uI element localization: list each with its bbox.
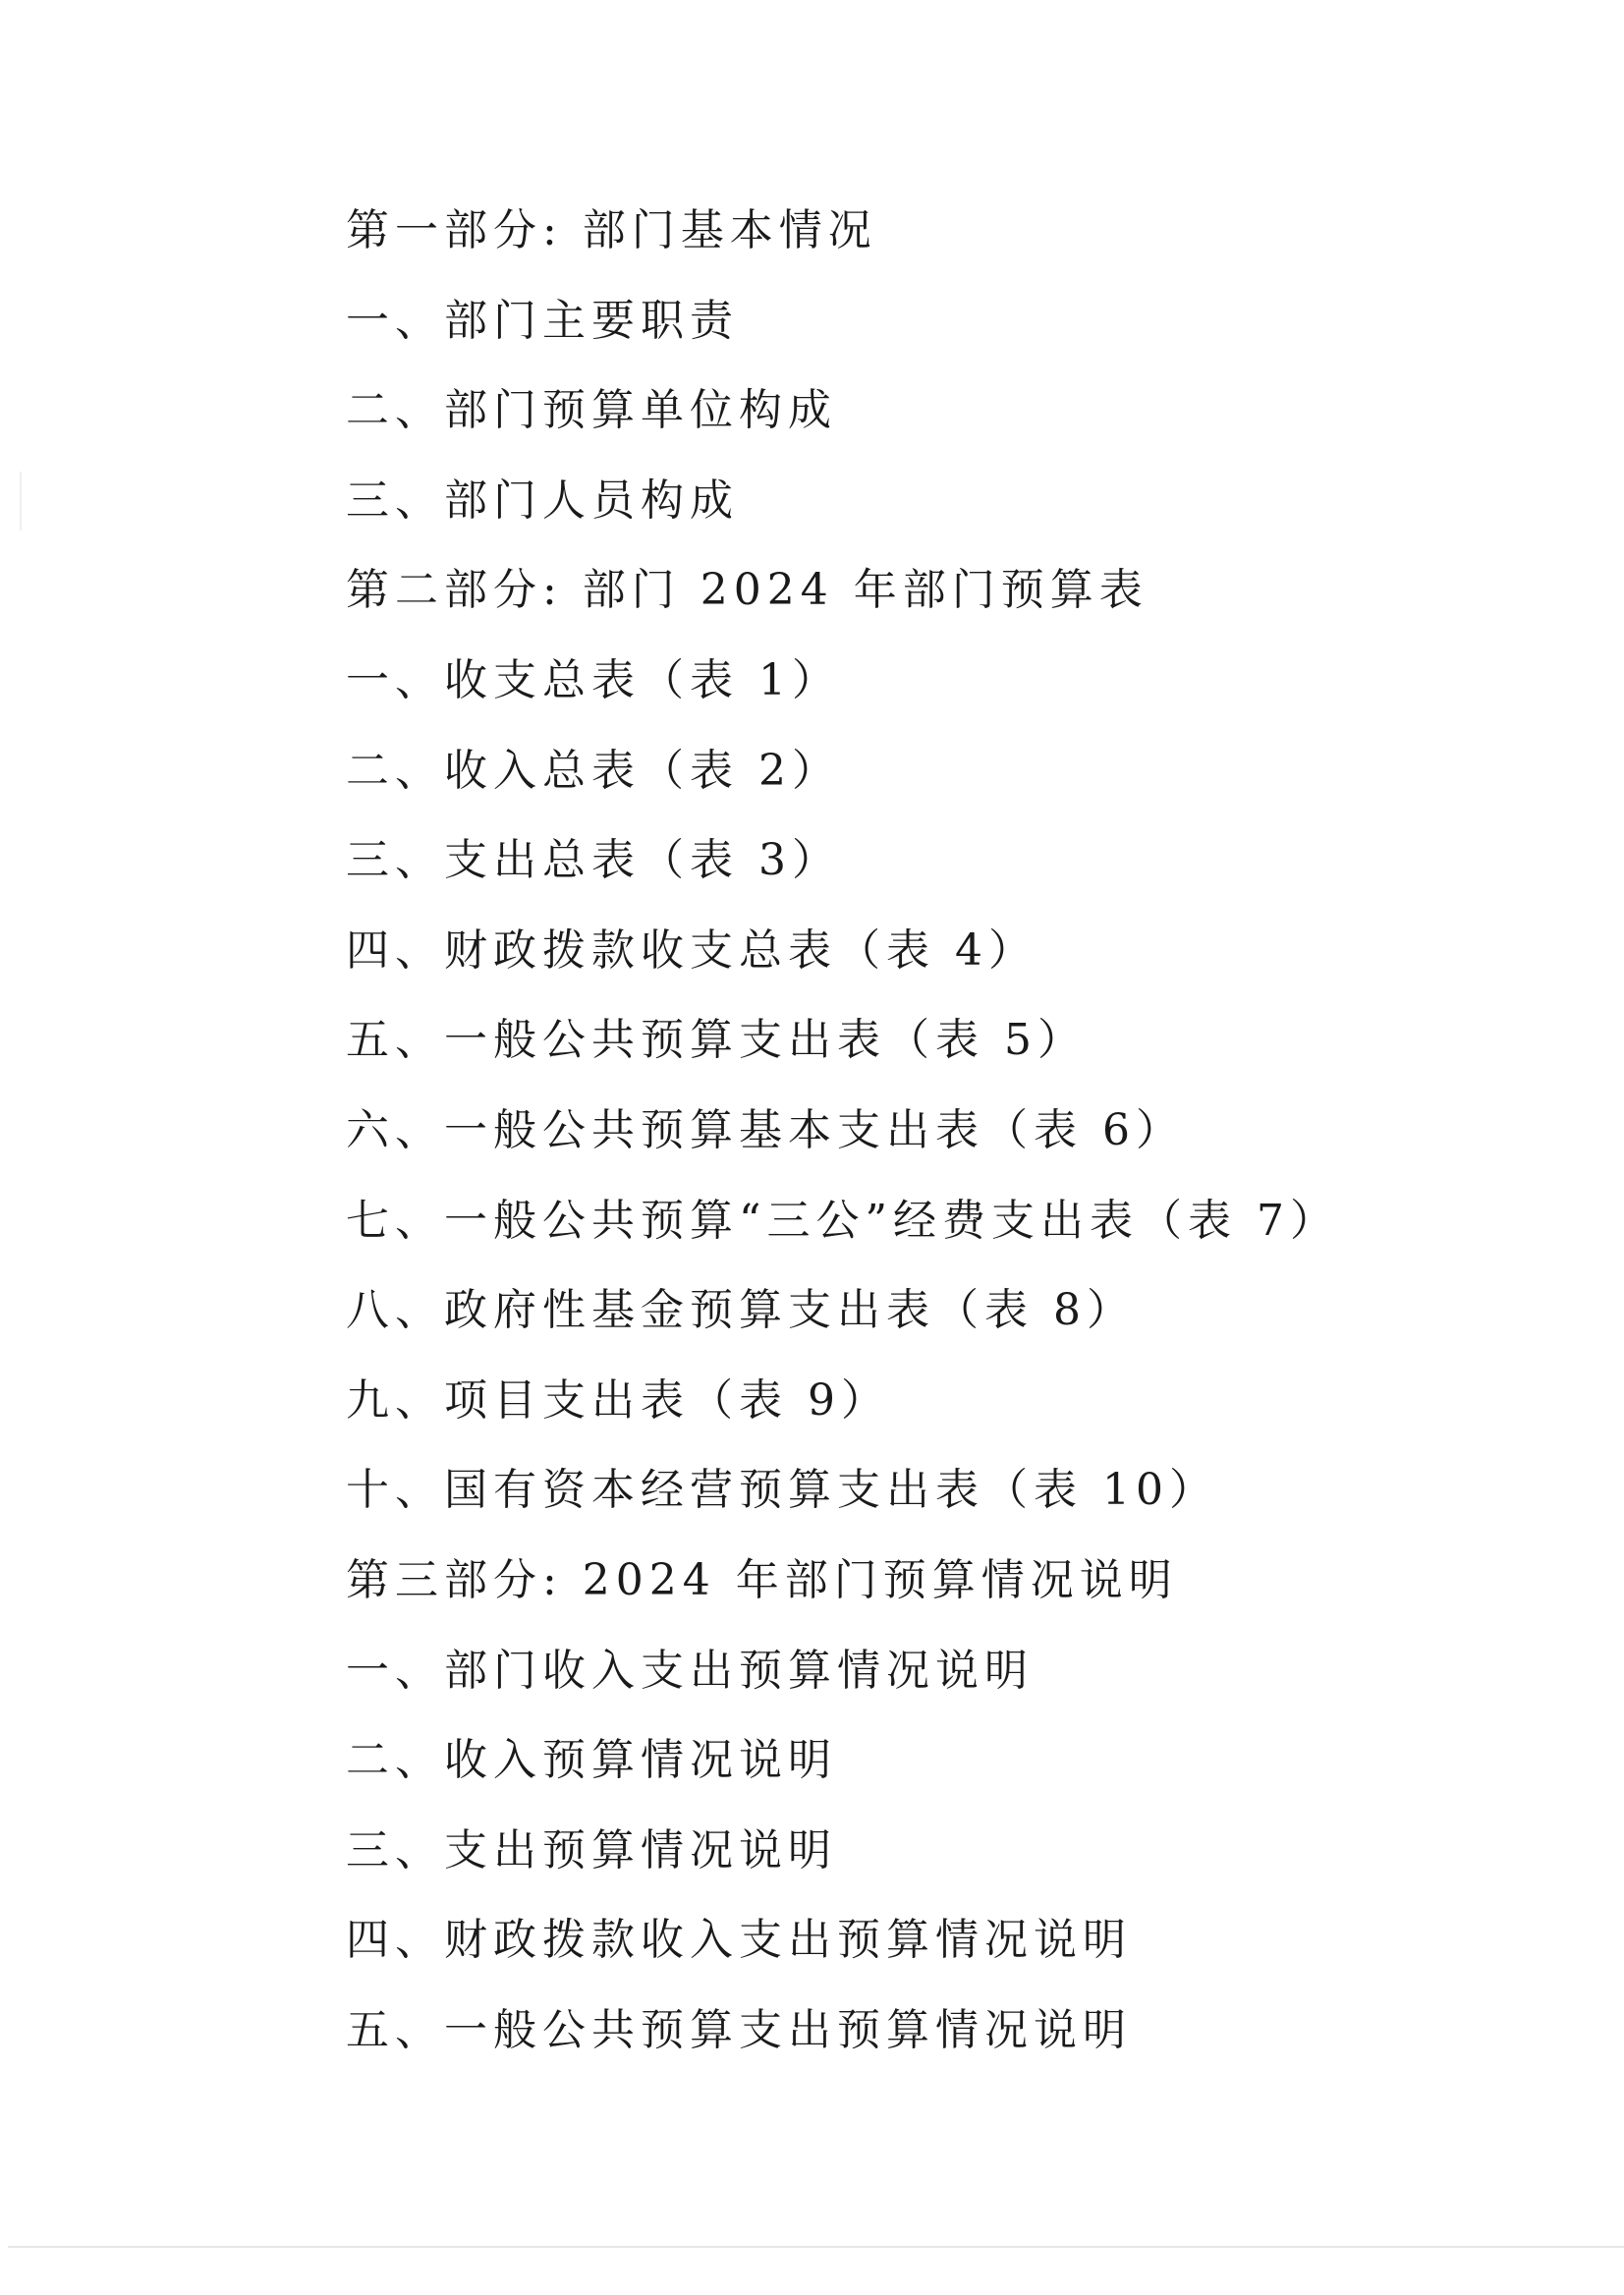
toc-item: 五、一般公共预算支出表（表 5） (346, 1015, 1087, 1066)
toc-item: 三、支出预算情况说明 (346, 1824, 837, 1875)
scan-artifact (20, 472, 22, 531)
toc-item: 一、部门主要职责 (346, 295, 739, 346)
toc-item: 七、一般公共预算“三公”经费支出表（表 7） (346, 1195, 1339, 1246)
toc-item: 三、部门人员构成 (346, 475, 739, 526)
toc-item: 八、政府性基金预算支出表（表 8） (346, 1285, 1136, 1336)
toc-item: 四、财政拨款收支总表（表 4） (346, 924, 1037, 976)
part-2-heading: 第二部分: 部门 2024 年部门预算表 (346, 565, 1148, 616)
toc-item: 二、收入预算情况说明 (346, 1735, 837, 1786)
toc-item: 二、部门预算单位构成 (346, 385, 837, 436)
toc-item: 四、财政拨款收入支出预算情况说明 (346, 1915, 1132, 1966)
part-3-heading: 第三部分: 2024 年部门预算情况说明 (346, 1554, 1178, 1605)
table-of-contents (346, 201, 1339, 2091)
toc-item: 一、收支总表（表 1） (346, 654, 841, 705)
toc-item: 三、支出总表（表 3） (346, 835, 841, 886)
toc-item: 二、收入总表（表 2） (346, 745, 841, 796)
toc-item: 一、部门收入支出预算情况说明 (346, 1645, 1034, 1696)
toc-item: 九、项目支出表（表 9） (346, 1374, 890, 1426)
toc-item: 六、一般公共预算基本支出表（表 6） (346, 1104, 1185, 1155)
scan-edge-line (8, 2246, 1624, 2248)
toc-item: 十、国有资本经营预算支出表（表 10） (346, 1465, 1218, 1516)
part-1-heading: 第一部分: 部门基本情况 (346, 205, 877, 255)
toc-item: 五、一般公共预算支出预算情况说明 (346, 2004, 1132, 2055)
